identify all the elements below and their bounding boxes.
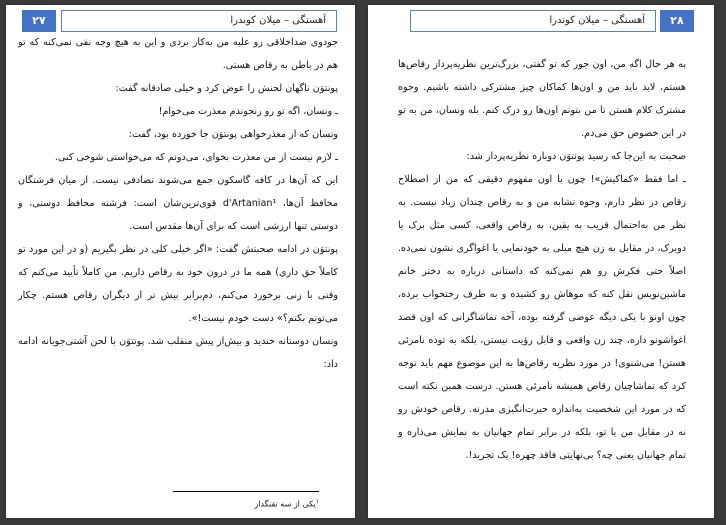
paragraph: پونتوَن ناگهان لحنش را عوض کرد و خیلی صادقانه گفت: [115, 83, 338, 94]
running-header: آهستگی – میلان کوندرا [61, 10, 337, 32]
page-body [398, 53, 686, 467]
right-page [368, 5, 714, 518]
paragraph: ـ اما فقط «کماکیش»! چون با اون مفهوم دقیقی که من از اصطلاح رقاص در نظر دارم، وجوه تشابه من و به رقاص چندان زیاد نیست. به نظر من به‌احتمال قریب به یقین، به رقاص واقعی، کسی مثل برک یا دوبرک، در مقابل به زن هیچ میلی به خودنمایی یا اغواگری نشون نمی‌ده. اصلاً حتی فکرش رو هم نمی‌کنه که داستانی درباره به دختر خانم ماشین‌نویس نقل کنه که موهاش رو کشیده و به طرف رختخواب برده، چون اونو با یکی دیگه عوضی گرفته بوده، آخه تماشاگرانی که اون قصد اغواشونو داره، چند زن واقعی و قابل رؤیت نیستن، بلکه به توده نامرئی هستن! می‌شنوی! در مورد نظریه رقاص‌ها به این موضوع مهم باید توجه کرد که تماشاچیان رقاص همیشه نامرئی هستن. درست همین نکته است که در مورد این شخصیت به‌اندازه حیرت‌انگیزی مدرنه. رقاص خودش رو نه در مقابل من یا تو، بلکه در برابر تمام جهانیان به نمایش می‌ذاره و تمام جهانیان یعنی چه؟ بی‌نهایتی فاقد چهره! یک تجرید!. [398, 174, 686, 461]
paragraph: این که آن‌ها در کافه گاسکون جمع می‌شوند تصادفی نیست. از میان فرشتگان محافظ آن‌ها، d'Artanian¹ قوی‌ترین‌شان است: فرشته محافظ دوستی، و دوستی تنها ارزشی است که برای آن‌ها مقدس است. [18, 175, 339, 232]
paragraph: صحبت به این‌جا که رسید پونتوَن دوباره نظریه‌پرداز شد: [466, 151, 686, 162]
paragraph: ـ ونسان، اگه تو رو رنجوندم معذرت می‌خوام! [158, 106, 338, 117]
paragraph: ـ لازم نیست از من معذرت بخوای، می‌دونم که می‌خواستی شوخی کنی. [54, 152, 338, 163]
page-body [18, 31, 338, 376]
page-number: ۲۸ [660, 10, 694, 32]
paragraph: ونسان دوستانه خندید و بیش‌از پیش منقلب شد. پونتوَن با لحن آشتی‌جویانه ادامه داد: [18, 336, 338, 370]
paragraph: جودوی ضداخلاقی رو علیه من به‌کار بردی و این به هیچ وجه نفی نمی‌کنه که تو هم در باطن به رقاص هستی. [18, 37, 338, 71]
paragraph: ونسان که از معذرخواهی پونتوَن جا خورده بود، گفت: [128, 129, 338, 140]
paragraph: به هر حال اگه من، اون جور که تو گفتی، بزرگ‌ترین نظریه‌پرداز رقاص‌ها هستم، لابد باید من و اون‌ها کماکان چیز مشترکی داشته باشیم. وجوه مشترک کلام هستن تا من بتونم اون‌ها رو درک کنم. بله ونسان، من به تو در این خصوص حق می‌دم. [398, 59, 686, 139]
running-header: آهستگی – میلان کوندرا [410, 10, 656, 32]
page-number: ۲۷ [22, 10, 56, 32]
left-page [6, 5, 355, 518]
footnote: $^۱$یکی از سه تفنگدار [254, 498, 319, 509]
footnote-text: یکی از سه تفنگدار [254, 499, 316, 509]
footnote-divider [173, 491, 319, 492]
paragraph: پونتوَن در ادامه صحبتش گفت: «اگر خیلی کلی در نظر بگیریم (و در این مورد تو کاملاً حق داری) همه ما در درون خود به رقاص داریم. من کاملاً تأیید می‌کنم که وقتی با زنی برخورد می‌کنم، دم‌برابر بیش تر از دیگران رقاص هستم. چکار می‌تونم بکنم؟» دست خودم نیست!». [18, 244, 338, 324]
